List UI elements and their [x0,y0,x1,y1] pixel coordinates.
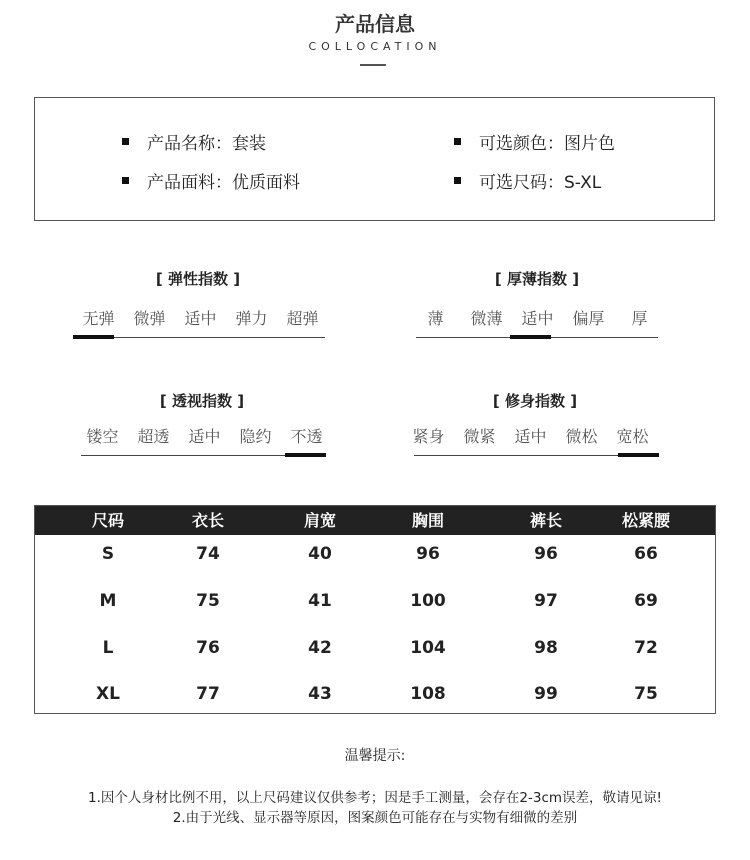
index-option: 薄 [427,309,444,328]
index-option: 适中 [184,309,217,328]
index-title: [ 修身指数 ] [492,392,578,410]
bullet-icon [122,177,129,184]
header-cell: 衣长 [191,511,224,530]
product-info-box [34,97,715,221]
index-selected-marker [285,453,326,457]
table-cell: 41 [308,591,332,611]
table-cell: S [101,544,115,564]
header-cell: 松紧腰 [621,511,670,530]
table-cell: 43 [308,684,332,704]
index-option: 镂空 [86,427,119,446]
index-option: 隐约 [239,427,272,446]
info-sizes-text: 可选尺码：S-XL [479,173,602,193]
table-cell: M [99,591,117,611]
index-option: 微松 [565,427,598,446]
info-product-name [122,129,266,154]
info-sizes [454,168,601,193]
index-elasticity [73,268,325,343]
index-option: 弹力 [235,309,268,328]
table-cell: 98 [534,638,558,658]
title-divider [360,64,386,66]
index-selected-marker [618,453,659,457]
bullet-icon [454,138,461,145]
index-options [403,424,658,447]
table-cell: 72 [634,638,658,658]
index-option: 超透 [137,427,170,446]
page-title: 产品信息 [335,12,415,36]
tips-title: 温馨提示: [344,748,406,764]
index-thickness [416,268,658,343]
table-row [35,638,715,664]
index-option: 厚 [631,309,648,328]
index-option: 微薄 [470,309,503,328]
info-colors [454,129,615,154]
index-option: 适中 [188,427,221,446]
index-selected-marker [73,335,114,339]
info-fabric [122,168,300,193]
index-option: 微弹 [133,309,166,328]
table-cell: 76 [196,638,220,658]
table-cell: XL [96,684,120,704]
page-subtitle: COLLOCATION [308,40,442,53]
info-colors-text: 可选颜色：图片色 [479,134,615,154]
index-option: 适中 [514,427,547,446]
table-cell: 40 [308,544,332,564]
index-title: [ 弹性指数 ] [155,270,241,288]
table-row [35,544,715,570]
info-product-name-text: 产品名称：套装 [147,134,266,154]
bullet-icon [122,138,129,145]
bullet-icon [454,177,461,184]
index-option: 超弹 [286,309,319,328]
info-fabric-text: 产品面料：优质面料 [147,173,300,193]
table-cell: 75 [634,684,658,704]
index-option: 紧身 [412,427,445,446]
index-option: 适中 [521,309,554,328]
table-cell: 108 [410,684,446,704]
index-selected-marker [510,335,551,339]
header-cell: 肩宽 [303,511,336,530]
index-fit [414,390,658,465]
header-cell: 胸围 [411,511,444,530]
table-cell: 97 [534,591,558,611]
table-cell: 96 [534,544,558,564]
table-cell: 99 [534,684,558,704]
index-options [77,424,332,447]
index-option: 无弹 [82,309,115,328]
index-option: 不透 [290,427,323,446]
tips-line-2: 2.由于光线、显示器等原因，图案颜色可能存在与实物有细微的差别 [172,810,578,826]
table-cell: 100 [410,591,446,611]
index-title: [ 透视指数 ] [159,392,245,410]
table-cell: 104 [410,638,446,658]
index-options [73,306,328,329]
index-option: 偏厚 [572,309,605,328]
size-table-header [35,506,715,535]
table-cell: L [102,638,114,658]
table-cell: 75 [196,591,220,611]
index-transparency [81,390,325,465]
size-table [34,505,716,714]
tips-line-1: 1.因个人身材比例不用，以上尺码建议仅供参考；因是手工测量，会存在2-3cm误差，敬请见谅! [88,790,662,806]
table-row [35,591,715,617]
table-cell: 42 [308,638,332,658]
table-cell: 77 [196,684,220,704]
table-cell: 66 [634,544,658,564]
table-cell: 96 [416,544,440,564]
index-options [410,306,665,329]
index-option: 宽松 [616,427,649,446]
table-row [35,684,715,710]
table-cell: 69 [634,591,658,611]
header-cell: 尺码 [91,511,124,530]
table-cell: 74 [196,544,220,564]
header-cell: 裤长 [529,511,562,530]
index-title: [ 厚薄指数 ] [494,270,580,288]
index-option: 微紧 [463,427,496,446]
